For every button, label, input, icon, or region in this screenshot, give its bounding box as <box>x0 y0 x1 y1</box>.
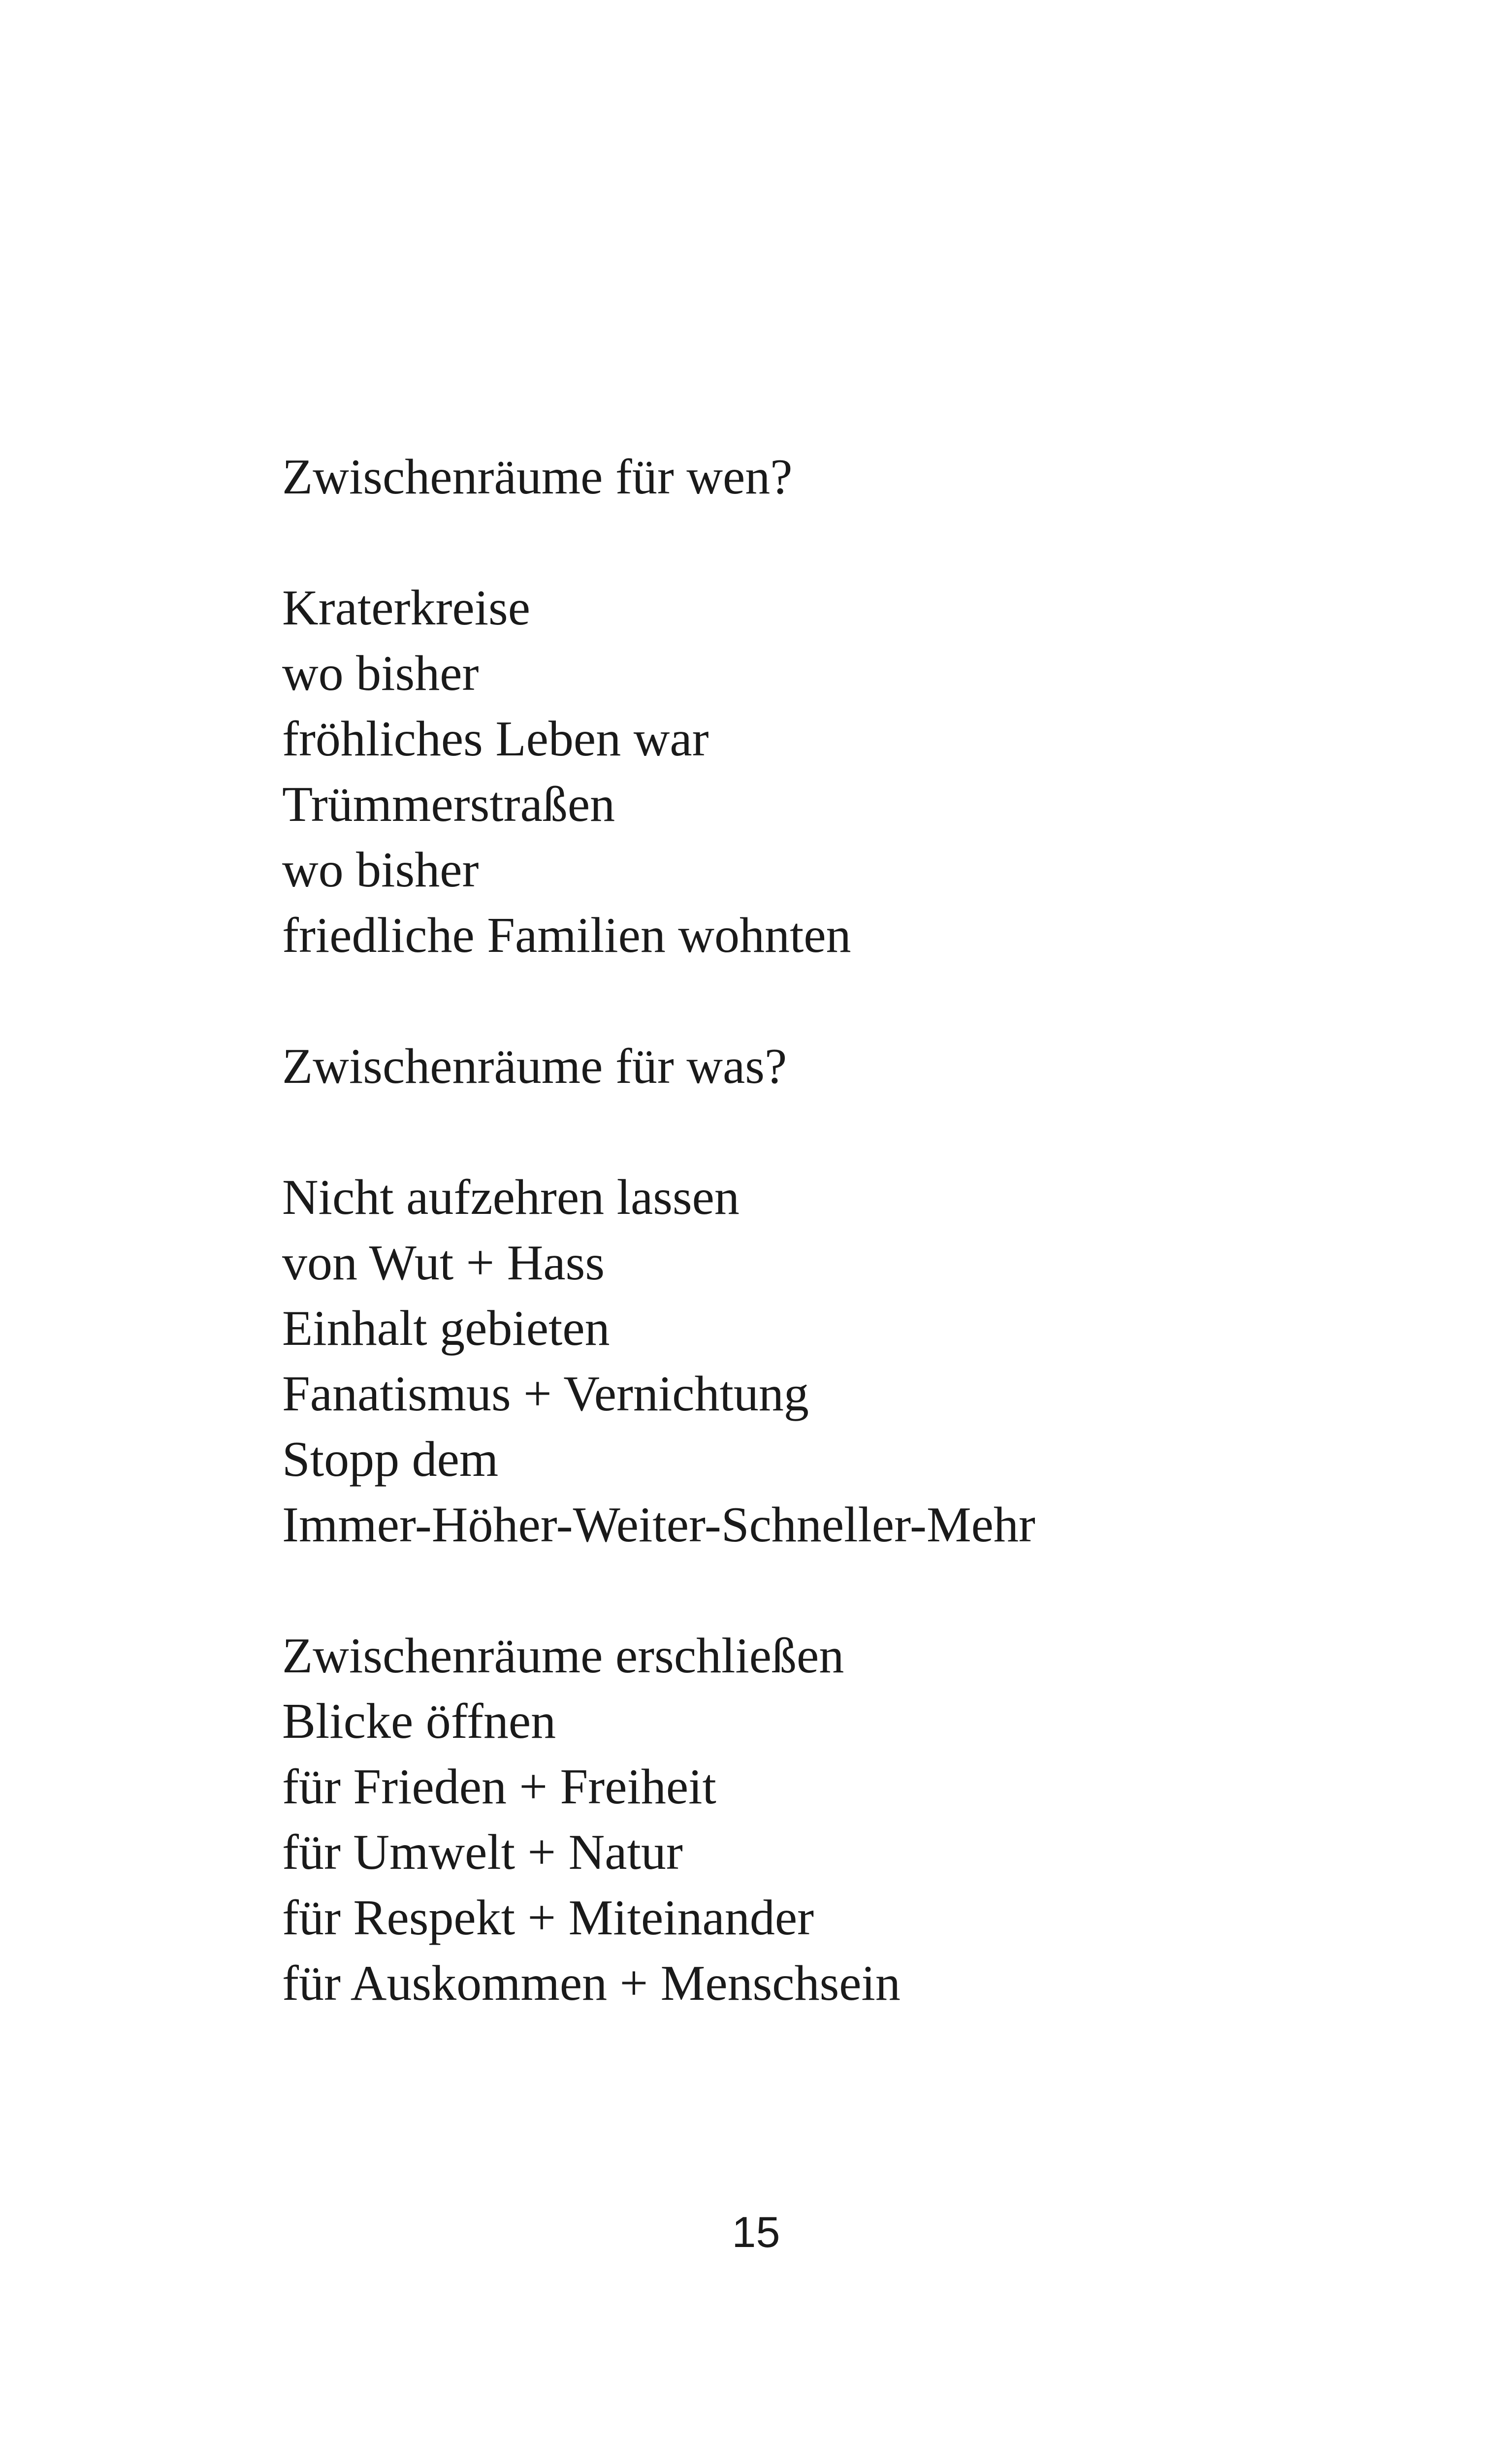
poem-line: Blicke öffnen <box>282 1694 556 1749</box>
stanza-break <box>282 510 1415 575</box>
poem-line: für Auskommen + Menschsein <box>282 1955 901 2011</box>
poem-line: Zwischenräume für wen? <box>282 449 793 505</box>
poem-line: Immer-Höher-Weiter-Schneller-Mehr <box>282 1497 1035 1553</box>
poem-line: Zwischenräume für was? <box>282 1039 787 1094</box>
poem-line: Zwischenräume erschließen <box>282 1628 844 1684</box>
poem-line: fröhliches Leben war <box>282 711 709 767</box>
poem-line: Kraterkreise <box>282 580 531 636</box>
poem-line: Einhalt gebieten <box>282 1301 610 1356</box>
poem-line: wo bisher <box>282 646 479 701</box>
page-number: 15 <box>732 2208 780 2256</box>
poem-line: Stopp dem <box>282 1432 499 1487</box>
poem-line: für Respekt + Miteinander <box>282 1890 814 1946</box>
poem-line: für Umwelt + Natur <box>282 1824 683 1880</box>
poem-line: Nicht aufzehren lassen <box>282 1170 740 1225</box>
poem-text <box>282 444 1415 2016</box>
stanza-break <box>282 1558 1415 1623</box>
poem-line: Trümmerstraßen <box>282 777 615 832</box>
stanza-break <box>282 968 1415 1034</box>
poem-line: friedliche Familien wohnten <box>282 908 851 963</box>
poem-line: wo bisher <box>282 842 479 898</box>
stanza-break <box>282 1099 1415 1165</box>
poem-line: für Frieden + Freiheit <box>282 1759 716 1815</box>
poem-line: von Wut + Hass <box>282 1235 605 1291</box>
poem-line: Fanatismus + Vernichtung <box>282 1366 809 1422</box>
